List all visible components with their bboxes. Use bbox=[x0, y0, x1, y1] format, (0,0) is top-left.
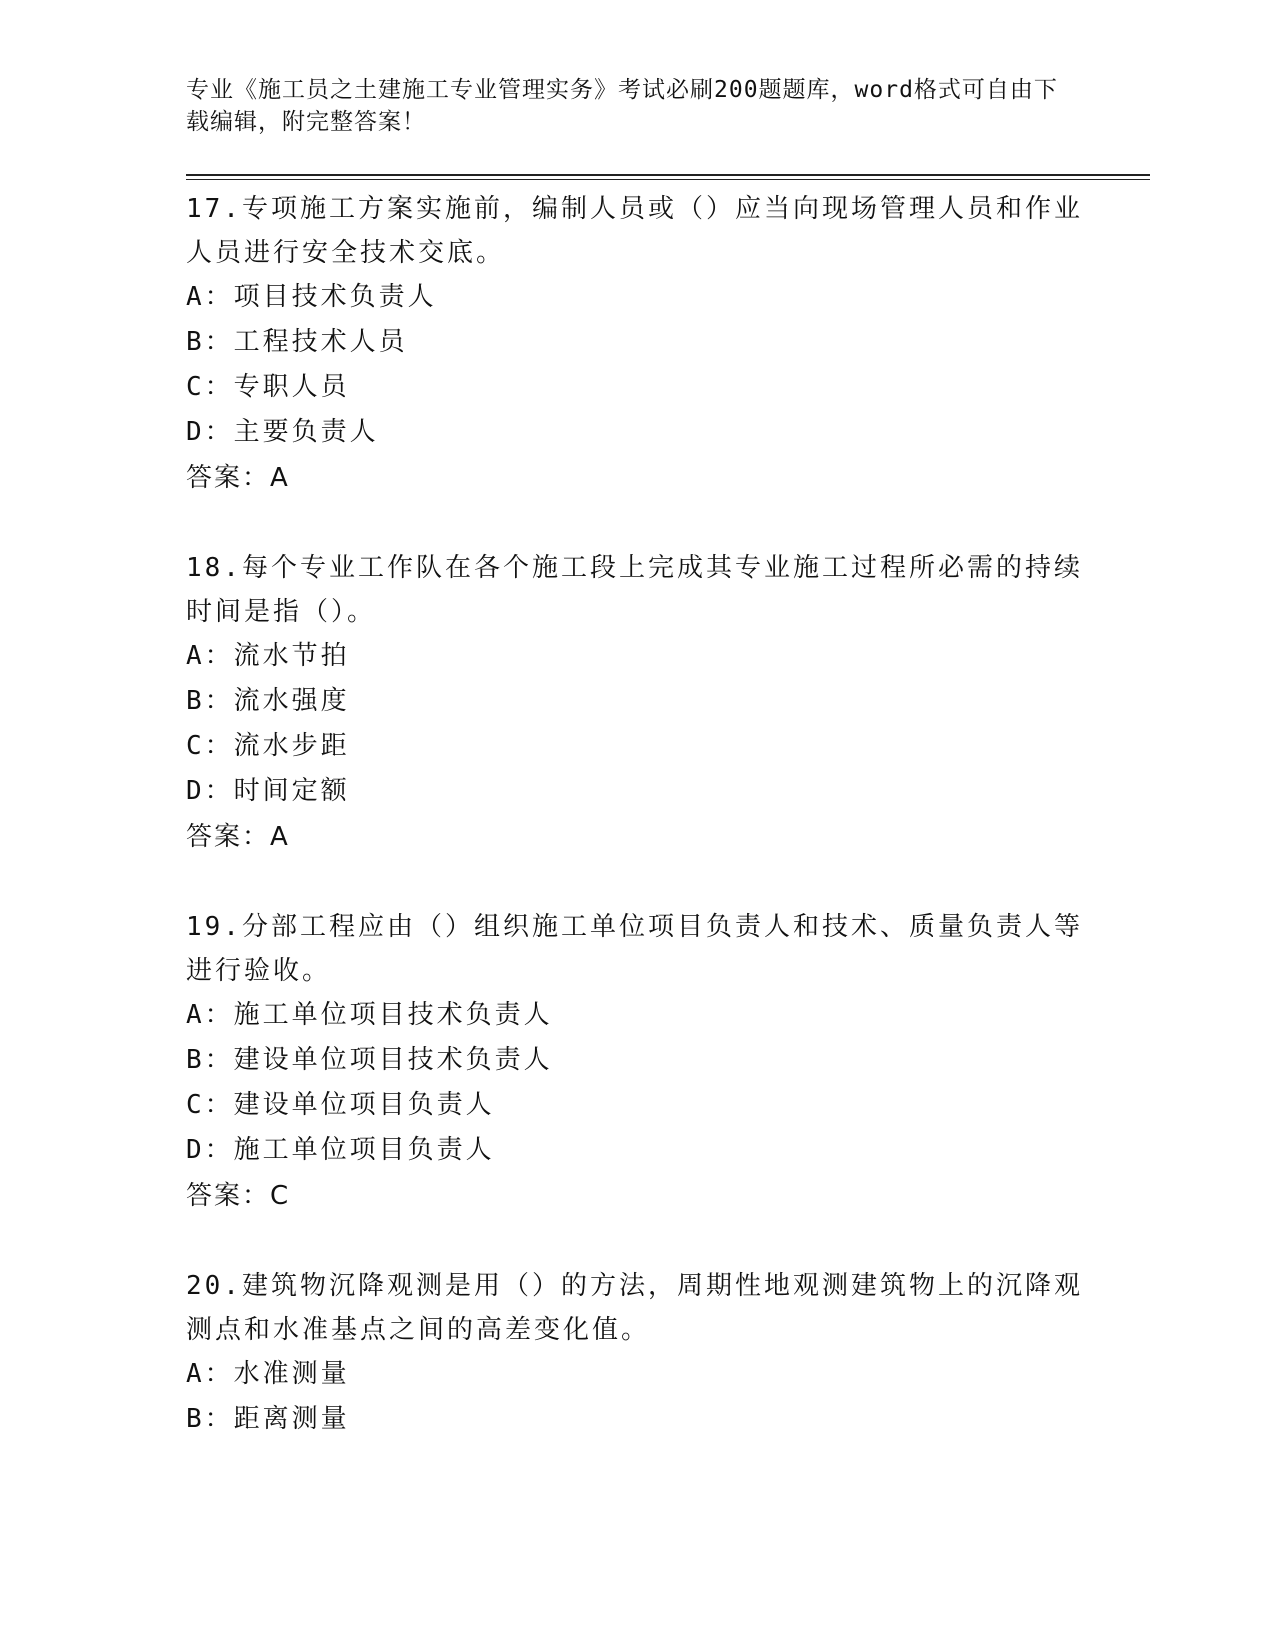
option-a: A：施工单位项目技术负责人 bbox=[186, 1000, 553, 1030]
option-d: D：施工单位项目负责人 bbox=[186, 1135, 495, 1165]
question-18 bbox=[186, 546, 1086, 860]
option-b: B：建设单位项目技术负责人 bbox=[186, 1045, 553, 1075]
option-a: A：项目技术负责人 bbox=[186, 282, 437, 312]
question-text: 19.分部工程应由（）组织施工单位项目负责人和技术、质量负责人等进行验收。 bbox=[186, 912, 1083, 986]
option-c: C：专职人员 bbox=[186, 372, 350, 402]
option-d: D：主要负责人 bbox=[186, 417, 379, 447]
option-c: C：流水步距 bbox=[186, 731, 350, 761]
option-b: B：工程技术人员 bbox=[186, 327, 408, 357]
answer-label: 答案：C bbox=[186, 1181, 291, 1211]
question-text: 20.建筑物沉降观测是用（）的方法，周期性地观测建筑物上的沉降观测点和水准基点之间的高差变化值。 bbox=[186, 1271, 1083, 1345]
question-20 bbox=[186, 1264, 1086, 1442]
header-divider-thin bbox=[186, 179, 1150, 180]
question-19 bbox=[186, 905, 1086, 1219]
header-divider-thick bbox=[186, 174, 1150, 176]
option-c: C：建设单位项目负责人 bbox=[186, 1090, 495, 1120]
question-text: 17.专项施工方案实施前，编制人员或（）应当向现场管理人员和作业人员进行安全技术交底。 bbox=[186, 194, 1083, 268]
option-d: D：时间定额 bbox=[186, 776, 350, 806]
option-a: A：水准测量 bbox=[186, 1359, 350, 1389]
option-a: A：流水节拍 bbox=[186, 641, 350, 671]
document-header: 专业《施工员之土建施工专业管理实务》考试必刷200题题库，word格式可自由下载编辑，附完整答案！ bbox=[186, 77, 1058, 135]
question-text: 18.每个专业工作队在各个施工段上完成其专业施工过程所必需的持续时间是指（）。 bbox=[186, 553, 1083, 627]
answer-label: 答案：A bbox=[186, 463, 290, 493]
answer-label: 答案：A bbox=[186, 822, 290, 852]
question-17 bbox=[186, 187, 1086, 501]
option-b: B：距离测量 bbox=[186, 1404, 350, 1434]
option-b: B：流水强度 bbox=[186, 686, 350, 716]
